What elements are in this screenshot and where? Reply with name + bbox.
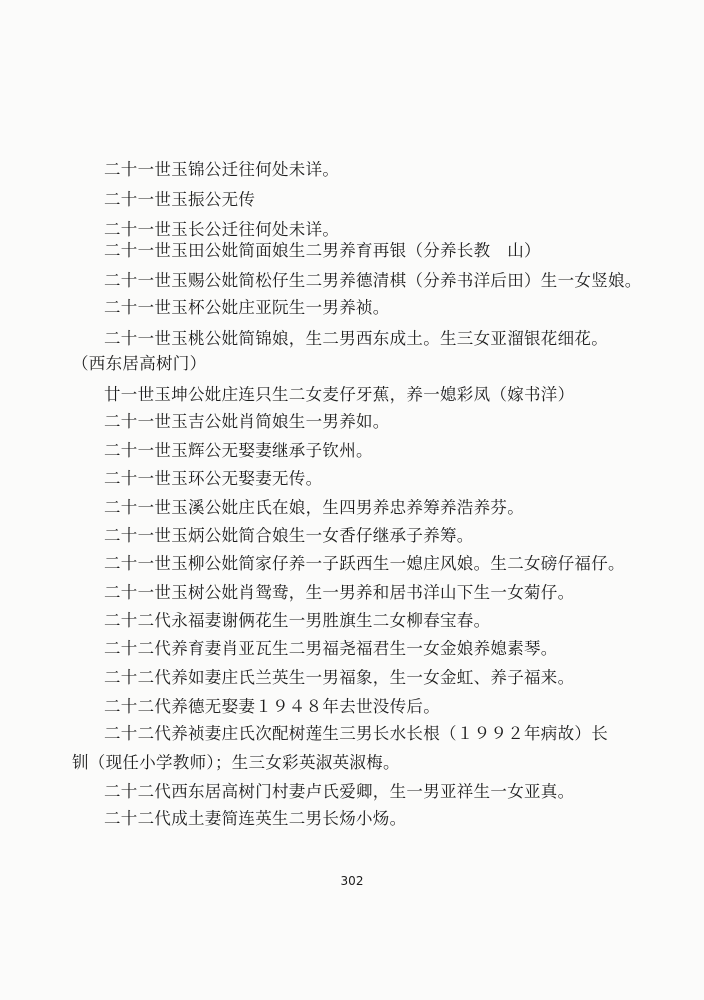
page-number: 302 [340, 874, 364, 888]
text-line-1: 二十一世玉锦公迁往何处未详。 [104, 160, 340, 179]
text-line-3: 二十一世玉长公迁往何处未详。 [104, 220, 340, 239]
text-line-6: 二十一世玉杯公妣庄亚阮生一男养祯。 [104, 298, 390, 317]
text-line-18: 二十二代养育妻肖亚瓦生二男福尧福君生一女金娘养媳素琴。 [104, 639, 558, 658]
text-line-21: 二十二代养祯妻庄氏次配树莲生三男长水长根（１９９２年病故）长 [104, 724, 608, 743]
text-line-4: 二十一世玉田公妣简面娘生二男养育再银（分养长教 山） [104, 241, 541, 260]
text-line-16: 二十一世玉树公妣肖鸳鸯，生一男养和居书洋山下生一女菊仔。 [104, 583, 575, 602]
text-line-24: 二十二代成土妻简连英生二男长炀小炀。 [104, 809, 407, 828]
text-line-12: 二十一世玉环公无娶妻无传。 [104, 469, 323, 488]
text-line-15: 二十一世玉柳公妣简家仔养一子跃西生一媳庄风娘。生二女磅仔福仔。 [104, 554, 625, 573]
text-line-8: （西东居高树门） [72, 354, 207, 373]
text-line-19: 二十二代养如妻庄氏兰英生一男福象，生一女金虹、养子福来。 [104, 668, 575, 687]
text-line-7: 二十一世玉桃公妣简锦娘，生二男西东成土。生三女亚溜银花细花。 [104, 329, 608, 348]
text-line-5: 二十一世玉赐公妣简松仔生二男养德清棋（分养书洋后田）生一女竖娘。 [104, 271, 642, 290]
text-line-17: 二十二代永福妻谢俩花生一男胜旗生二女柳春宝春。 [104, 611, 491, 630]
text-line-11: 二十一世玉辉公无娶妻继承子钦州。 [104, 441, 373, 460]
text-line-9: 廿一世玉坤公妣庄连只生二女麦仔牙蕉，养一媳彩凤（嫁书洋） [104, 385, 575, 404]
text-line-23: 二十二代西东居高树门村妻卢氏爱卿，生一男亚祥生一女亚真。 [104, 782, 575, 801]
text-line-10: 二十一世玉吉公妣肖简娘生一男养如。 [104, 412, 390, 431]
text-line-2: 二十一世玉振公无传 [104, 190, 256, 209]
text-line-20: 二十二代养德无娶妻１９４８年去世没传后。 [104, 697, 440, 716]
text-line-22: 钏（现任小学教师）；生三女彩英淑英淑梅。 [72, 753, 400, 772]
text-line-13: 二十一世玉溪公妣庄氏在娘，生四男养忠养筹养浩养芬。 [104, 498, 524, 517]
text-line-14: 二十一世玉炳公妣简合娘生一女香仔继承子养筹。 [104, 526, 474, 545]
